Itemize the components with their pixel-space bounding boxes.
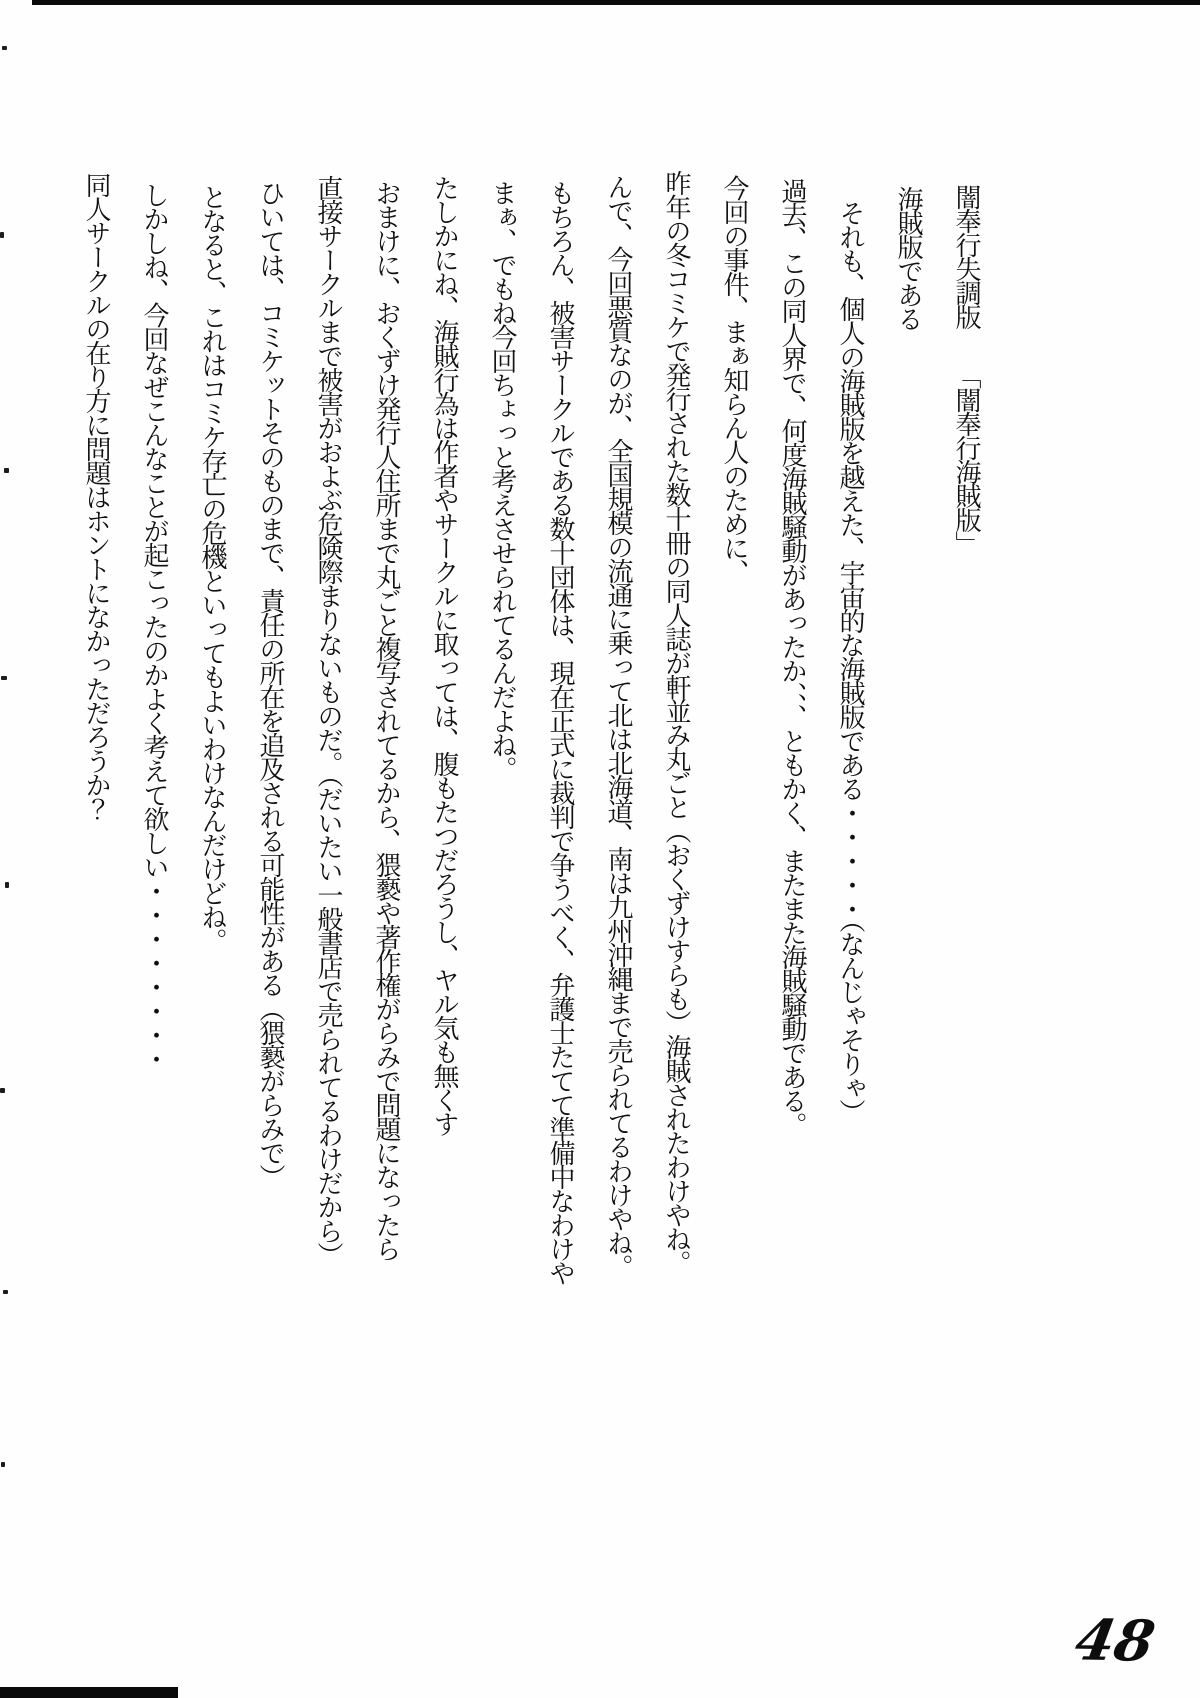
scan-speckle <box>0 1088 5 1093</box>
paragraph: 海賊版である <box>893 186 923 330</box>
scan-speckle <box>1 1462 5 1467</box>
paragraph: ひいては、コミケットそのものまで、責任の所在を追及される可能性がある（猥褻がらみで） <box>255 180 285 1188</box>
paragraph: もちろん、被害サークルである数十団体は、現在正式に裁判で争うべく、弁護士たてて準備中なわけや <box>545 180 575 1284</box>
paragraph: 昨年の冬コミケで発行された数十冊の同人誌が軒並み丸ごと（おくずけすらも）海賊されたわけやね。 <box>661 170 691 1274</box>
scan-artifact-bottom-bar <box>0 1687 178 1698</box>
paragraph: んで、今回悪質なのが、全国規模の流通に乗って北は北海道、南は九州沖縄まで売られてるわけやね。 <box>603 174 633 1278</box>
paragraph: おまけに、おくずけ発行人住所まで丸ごと複写されてるから、猥褻や著作権がらみで問題になったら <box>371 180 401 1260</box>
scan-speckle <box>5 882 9 888</box>
scan-speckle <box>3 1290 8 1294</box>
article-body <box>67 170 995 1360</box>
scan-speckle <box>0 232 4 238</box>
paragraph: たしかにね、海賊行為は作者やサークルに取っては、腹もたつだろうし、ヤル気も無くす <box>429 175 459 1135</box>
article-title: 闇奉行失調版 「闇奉行海賊版」 <box>951 184 981 555</box>
paragraph: 過去、この同人界で、何度海賊騒動があったか、、、ともかく、またまた海賊騒動である。 <box>777 178 807 1136</box>
paragraph: となると、これはコミケ存亡の危機といってもよいわけなんだけどね。 <box>197 184 227 952</box>
paragraph: 今回の事件、まぁ知らん人のために、 <box>719 175 749 583</box>
paragraph: それも、個人の海賊版を越えた、宇宙的な海賊版である・・・・・（なんじゃそりゃ） <box>835 200 865 1123</box>
scan-speckle <box>1 676 7 680</box>
scan-speckle <box>2 46 7 50</box>
page-number: 48 <box>1070 1607 1160 1675</box>
scan-speckle <box>4 468 9 473</box>
scan-artifact-top-line <box>32 0 1200 5</box>
paragraph: まぁ、でもね今回ちょっと考えさせられてるんだよね。 <box>487 180 517 780</box>
paragraph: しかしね、今回なぜこんなことが起こったのかよく考えて欲しい・・・・・・・・ <box>139 182 169 1070</box>
paragraph: 直接サークルまで被害がおよぶ危険際まりないものだ。（だいたい一般書店で売られてるわけだから） <box>313 175 343 1266</box>
paragraph: 同人サークルの在り方に問題はホントになかっただろうか？ <box>81 172 111 820</box>
